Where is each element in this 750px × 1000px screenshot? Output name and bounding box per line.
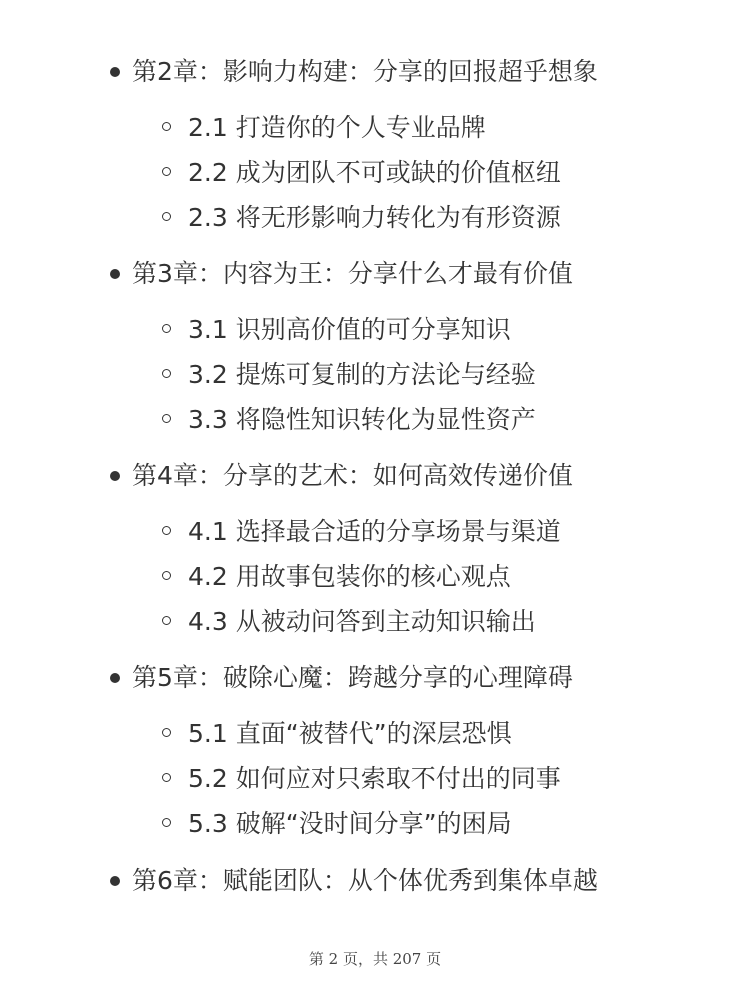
circle-bullet-icon (162, 773, 171, 782)
section-item (0, 514, 750, 550)
section-label: 4.3 从被动问答到主动知识输出 (188, 607, 536, 636)
section-item (0, 200, 750, 236)
circle-bullet-icon (162, 324, 171, 333)
chapter-title: 第3章：内容为王：分享什么才最有价值 (132, 259, 573, 288)
page-number-footer: 第 2 页，共 207 页 (308, 950, 442, 968)
section-item (0, 110, 750, 146)
circle-bullet-icon (162, 818, 171, 827)
section-label: 2.1 打造你的个人专业品牌 (188, 113, 486, 142)
section-item (0, 312, 750, 348)
section-label: 4.1 选择最合适的分享场景与渠道 (188, 517, 561, 546)
section-item (0, 402, 750, 438)
bullet-icon (110, 67, 120, 77)
chapter-title: 第4章：分享的艺术：如何高效传递价值 (132, 461, 573, 490)
section-label: 3.1 识别高价值的可分享知识 (188, 315, 511, 344)
section-label: 2.3 将无形影响力转化为有形资源 (188, 203, 561, 232)
section-label: 2.2 成为团队不可或缺的价值枢纽 (188, 158, 561, 187)
chapter-title: 第2章：影响力构建：分享的回报超乎想象 (132, 57, 598, 86)
circle-bullet-icon (162, 728, 171, 737)
section-label: 5.2 如何应对只索取不付出的同事 (188, 764, 561, 793)
section-label: 3.3 将隐性知识转化为显性资产 (188, 405, 536, 434)
section-item (0, 357, 750, 393)
bullet-icon (110, 876, 120, 886)
bullet-icon (110, 269, 120, 279)
section-item (0, 761, 750, 797)
bullet-icon (110, 673, 120, 683)
circle-bullet-icon (162, 122, 171, 131)
section-label: 3.2 提炼可复制的方法论与经验 (188, 360, 536, 389)
section-item (0, 155, 750, 191)
bullet-icon (110, 471, 120, 481)
section-label: 4.2 用故事包装你的核心观点 (188, 562, 511, 591)
circle-bullet-icon (162, 414, 171, 423)
section-label: 5.1 直面“被替代”的深层恐惧 (188, 719, 512, 748)
circle-bullet-icon (162, 526, 171, 535)
circle-bullet-icon (162, 167, 171, 176)
chapter-title: 第6章：赋能团队：从个体优秀到集体卓越 (132, 866, 598, 895)
section-item (0, 806, 750, 842)
circle-bullet-icon (162, 571, 171, 580)
section-item (0, 716, 750, 752)
section-item (0, 559, 750, 595)
section-item (0, 604, 750, 640)
circle-bullet-icon (162, 616, 171, 625)
circle-bullet-icon (162, 212, 171, 221)
section-label: 5.3 破解“没时间分享”的困局 (188, 809, 512, 838)
chapter-title: 第5章：破除心魔：跨越分享的心理障碍 (132, 663, 573, 692)
circle-bullet-icon (162, 369, 171, 378)
